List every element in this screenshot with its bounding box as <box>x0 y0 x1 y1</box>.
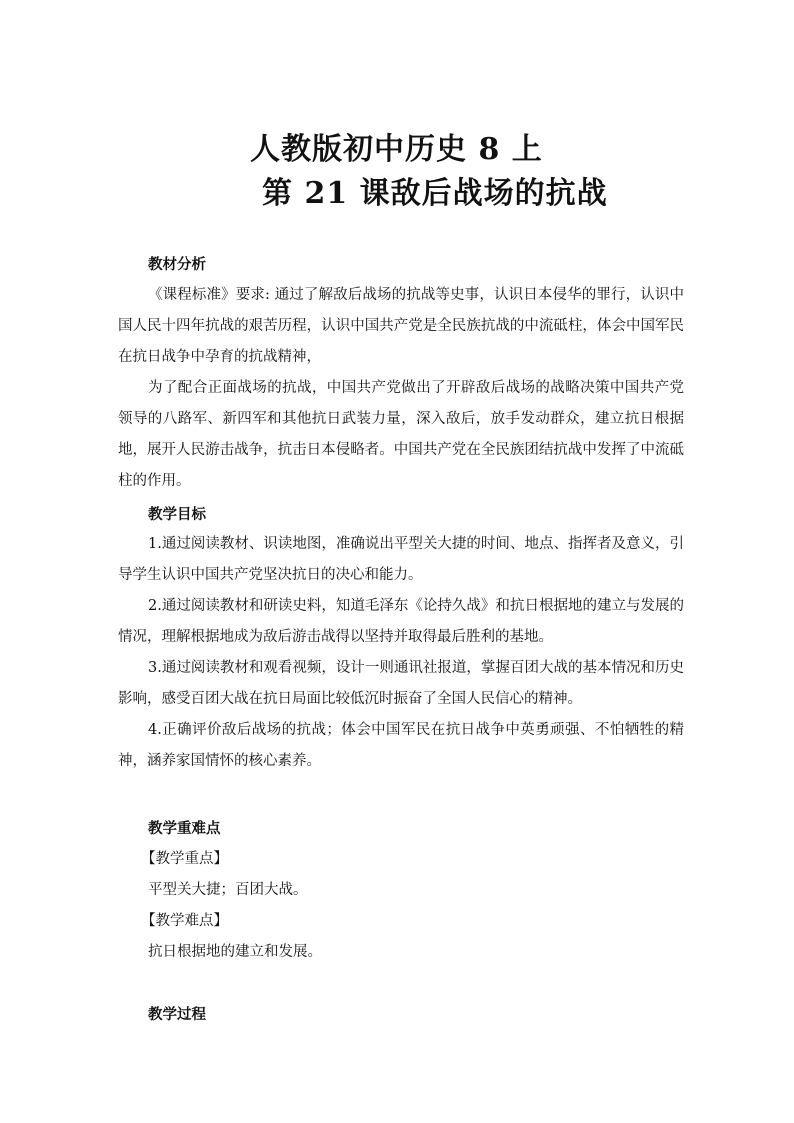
objective-1: 1.通过阅读教材、识读地图，准确说出平型关大捷的时间、地点、指挥者及意义，引导学生认识中国共产党坚决抗日的决心和能力。 <box>118 536 684 583</box>
difficulty-text: 抗日根据地的建立和发展。 <box>148 944 322 960</box>
analysis-body <box>118 280 684 497</box>
analysis-paragraph-1: 《课程标准》要求: 通过了解敌后战场的抗战等史事，认识日本侵华的罪行，认识中国人民十四年抗战的艰苦历程，认识中国共产党是全民族抗战的中流砥柱，体会中国军民在抗日战争中孕育的抗战精神， <box>118 287 684 365</box>
document-title: 人教版初中历史 8 上 <box>250 132 543 167</box>
focus-label: 【教学重点】 <box>141 851 228 867</box>
lesson-title: 第 21 课敌后战场的抗战 <box>262 176 608 211</box>
analysis-paragraph-2: 为了配合正面战场的抗战，中国共产党做出了开辟敌后战场的战略决策中国共产党领导的八路军、新四军和其他抗日武装力量，深入敌后，放手发动群众，建立抗日根据地，展开人民游击战争，抗击日本侵略者。中国共产党在全民族团结抗战中发挥了中流砥柱的作用。 <box>118 380 684 489</box>
focus-text: 平型关大捷；百团大战。 <box>148 882 308 898</box>
objectives-body <box>118 529 684 777</box>
section-heading-process: 教学过程 <box>148 1006 206 1023</box>
objective-3: 3.通过阅读教材和观看视频，设计一则通讯社报道，掌握百团大战的基本情况和历史影响，感受百团大战在抗日局面比较低沉时振奋了全国人民信心的精神。 <box>118 660 684 707</box>
difficulty-label: 【教学难点】 <box>141 913 228 929</box>
objective-2: 2.通过阅读教材和研读史料，知道毛泽东《论持久战》和抗日根据地的建立与发展的情况，理解根据地成为敌后游击战得以坚持并取得最后胜利的基地。 <box>118 598 684 645</box>
objective-4: 4.正确评价敌后战场的抗战；体会中国军民在抗日战争中英勇顽强、不怕牺牲的精神，涵养家国情怀的核心素养。 <box>118 722 684 769</box>
section-heading-analysis: 教材分析 <box>148 256 206 273</box>
section-heading-key-points: 教学重难点 <box>148 820 221 837</box>
section-heading-objectives: 教学目标 <box>148 506 206 523</box>
